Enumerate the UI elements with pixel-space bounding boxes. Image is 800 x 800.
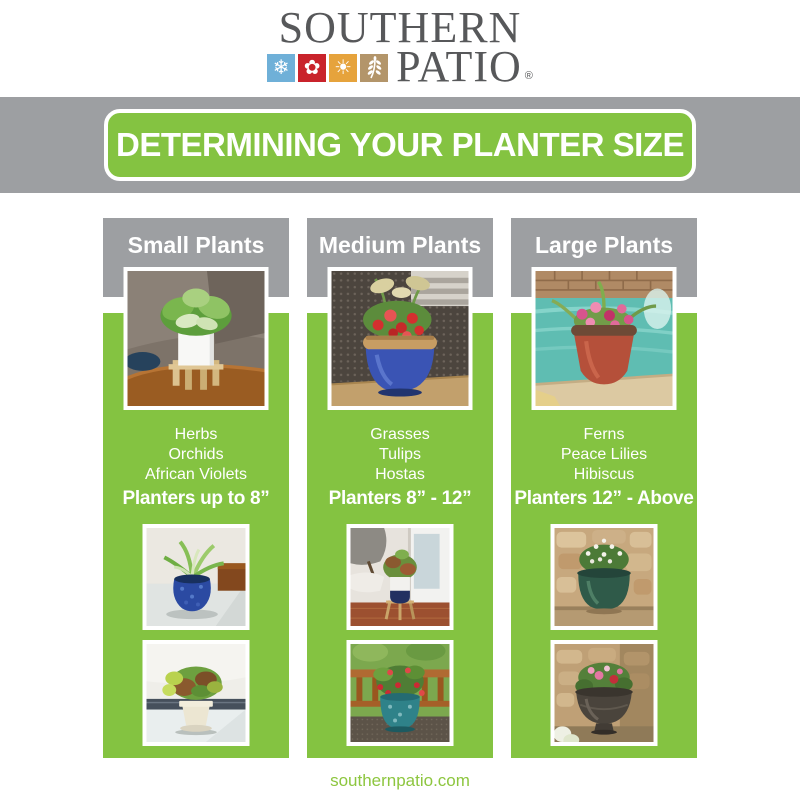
plant-item: Tulips bbox=[378, 446, 422, 463]
sun-glyph: ☀ bbox=[334, 57, 353, 79]
title-pill bbox=[104, 109, 696, 181]
column-header-small: Small Plants bbox=[103, 218, 289, 297]
medium-plants-main-photo bbox=[328, 267, 473, 410]
medium-plants-thumb2-photo bbox=[347, 640, 454, 746]
plant-item: Hibiscus bbox=[573, 466, 635, 483]
plant-item: Peace Lilies bbox=[560, 446, 648, 463]
brand-name-patio: PATIO bbox=[396, 42, 522, 91]
page-title: DETERMINING YOUR PLANTER SIZE bbox=[116, 126, 684, 163]
plant-item: Hostas bbox=[375, 466, 425, 483]
plant-item: Herbs bbox=[174, 426, 218, 443]
small-plants-thumb1-photo bbox=[143, 524, 250, 630]
small-plants-thumb2-photo bbox=[143, 640, 250, 746]
website-link[interactable]: southernpatio.com bbox=[330, 771, 470, 790]
size-columns bbox=[0, 218, 800, 758]
large-plants-list bbox=[511, 425, 697, 485]
column-small-plants bbox=[103, 218, 289, 758]
flower-glyph: ✿ bbox=[303, 57, 321, 79]
plant-item: Ferns bbox=[583, 426, 625, 443]
column-large-plants bbox=[511, 218, 697, 758]
plant-item: Orchids bbox=[168, 446, 224, 463]
brand-logo bbox=[0, 3, 800, 91]
snowflake-icon bbox=[267, 54, 295, 82]
medium-plants-thumb1-photo bbox=[347, 524, 454, 630]
brand-name-southern: SOUTHERN bbox=[278, 3, 522, 52]
column-header-medium: Medium Plants bbox=[307, 218, 493, 297]
snowflake-glyph: ❄ bbox=[272, 57, 290, 79]
large-plants-size-note: Planters 12” - Above bbox=[514, 488, 694, 509]
registered-trademark: ® bbox=[524, 70, 533, 82]
branch-icon bbox=[360, 54, 388, 82]
brand-logo-row bbox=[0, 42, 800, 91]
small-plants-list bbox=[103, 425, 289, 485]
column-medium-plants bbox=[307, 218, 493, 758]
large-plants-thumb2-photo bbox=[551, 640, 658, 746]
sun-icon bbox=[329, 54, 357, 82]
small-plants-size-note: Planters up to 8” bbox=[122, 488, 270, 509]
plant-item: African Violets bbox=[145, 466, 247, 483]
small-plants-main-photo bbox=[124, 267, 269, 410]
large-plants-main-photo bbox=[532, 267, 677, 410]
title-banner bbox=[0, 97, 800, 193]
flower-icon bbox=[298, 54, 326, 82]
large-plants-thumb1-photo bbox=[551, 524, 658, 630]
medium-plants-list bbox=[307, 425, 493, 485]
medium-plants-size-note: Planters 8” - 12” bbox=[328, 488, 472, 509]
plant-item: Grasses bbox=[370, 426, 430, 443]
column-header-large: Large Plants bbox=[511, 218, 697, 297]
